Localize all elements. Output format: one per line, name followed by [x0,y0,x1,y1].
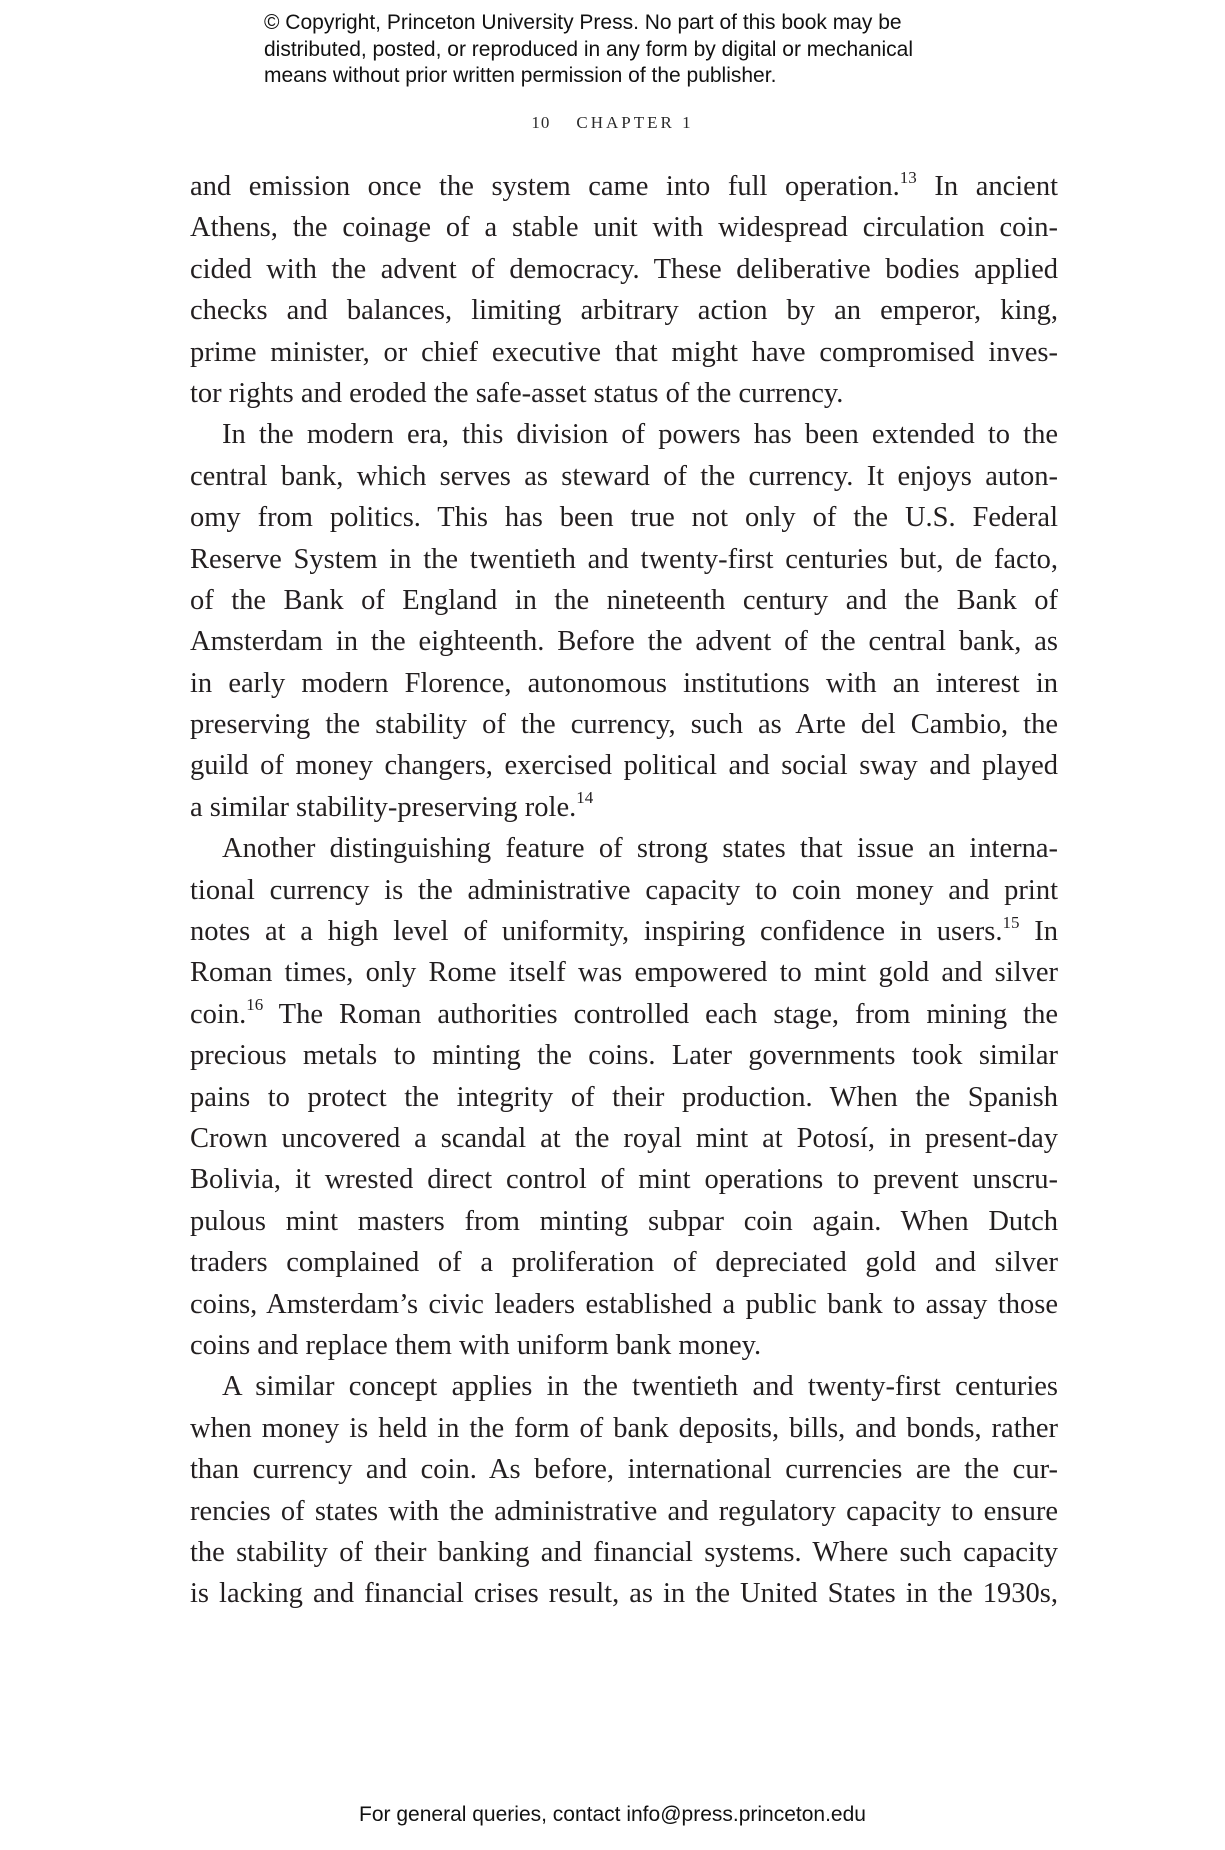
paragraph-start-line: A similar concept applies in the twentieth and twenty-first centuries [222,1371,1058,1403]
text-line: checks and balances, limiting arbitrary action by an emperor, king, [190,295,1058,327]
paragraph-start-line: In the modern era, this division of powers has been extended to the [222,419,1058,451]
text-line: than currency and coin. As before, international currencies are the cur- [190,1454,1058,1486]
text-line: notes at a high level of uniformity, inspiring confidence in users.$^{15}$ In [190,912,1058,948]
text-line: precious metals to minting the coins. Later governments took similar [190,1040,1058,1072]
text-line: pains to protect the integrity of their production. When the Spanish [190,1081,1058,1113]
text-line: Reserve System in the twentieth and twenty-first centuries but, de facto, [190,543,1058,575]
footnote-ref-15[interactable]: 15 [1002,912,1020,932]
footnote-ref-14[interactable]: 14 [576,788,594,808]
chapter-label: CHAPTER 1 [576,113,694,132]
text-line: omy from politics. This has been true not only of the U.S. Federal [190,502,1058,534]
copyright-line: means without prior written permission of the publisher. [264,64,777,87]
text-line: central bank, which serves as steward of the currency. It enjoys auton- [190,460,1058,492]
text-line: preserving the stability of the currency, such as Arte del Cambio, the [190,709,1058,741]
text-line: the stability of their banking and financial systems. Where such capacity [190,1536,1058,1568]
paragraph-start-line: Another distinguishing feature of strong states that issue an interna- [222,833,1058,865]
text-line: Amsterdam in the eighteenth. Before the advent of the central bank, as [190,626,1058,658]
text-line: Athens, the coinage of a stable unit with widespread circulation coin- [190,212,1058,244]
text-line: cided with the advent of democracy. These deliberative bodies applied [190,253,1058,285]
body-text [190,166,1058,1615]
text-line: coins, Amsterdam’s civic leaders established a public bank to assay those [190,1288,1058,1320]
footer-contact: For general queries, contact info@press.princeton.edu [359,1803,866,1826]
copyright-notice [264,10,984,90]
copyright-line: distributed, posted, or reproduced in any form by digital or mechanical [264,37,914,61]
footnote-ref-16[interactable]: 16 [246,995,264,1015]
text-line: when money is held in the form of bank deposits, bills, and bonds, rather [190,1412,1058,1444]
text-line: a similar stability-preserving role.$^{14}$ [190,788,594,823]
text-line: Crown uncovered a scandal at the royal mint at Potosí, in present-day [190,1122,1058,1154]
running-head [0,113,1225,133]
footnote-ref-13[interactable]: 13 [899,167,917,187]
text-line: prime minister, or chief executive that might have compromised inves- [190,336,1058,368]
text-line: Roman times, only Rome itself was empowered to mint gold and silver [190,957,1058,989]
text-line: pulous mint masters from minting subpar coin again. When Dutch [190,1205,1058,1237]
text-line: and emission once the system came into full operation.$^{13}$ In ancient [190,167,1058,202]
text-line: Bolivia, it wrested direct control of mint operations to prevent unscru- [190,1164,1058,1196]
text-line: in early modern Florence, autonomous institutions with an interest in [190,667,1058,699]
text-line: coins and replace them with uniform bank money. [190,1329,762,1361]
copyright-line: © Copyright, Princeton University Press. No part of this book may be [264,11,902,34]
text-line: guild of money changers, exercised political and social sway and played [190,750,1058,782]
text-line: tional currency is the administrative capacity to coin money and print [190,874,1058,906]
text-line: coin.$^{16}$ The Roman authorities controlled each stage, from mining the [190,995,1058,1030]
page-number: 10 [531,113,551,132]
text-line: rencies of states with the administrative and regulatory capacity to ensure [190,1495,1058,1527]
text-line: traders complained of a proliferation of depreciated gold and silver [190,1247,1058,1279]
text-line: tor rights and eroded the safe-asset status of the currency. [190,377,844,409]
text-line: is lacking and financial crises result, as in the United States in the 1930s, [190,1578,1058,1610]
text-line: of the Bank of England in the nineteenth century and the Bank of [190,584,1058,616]
